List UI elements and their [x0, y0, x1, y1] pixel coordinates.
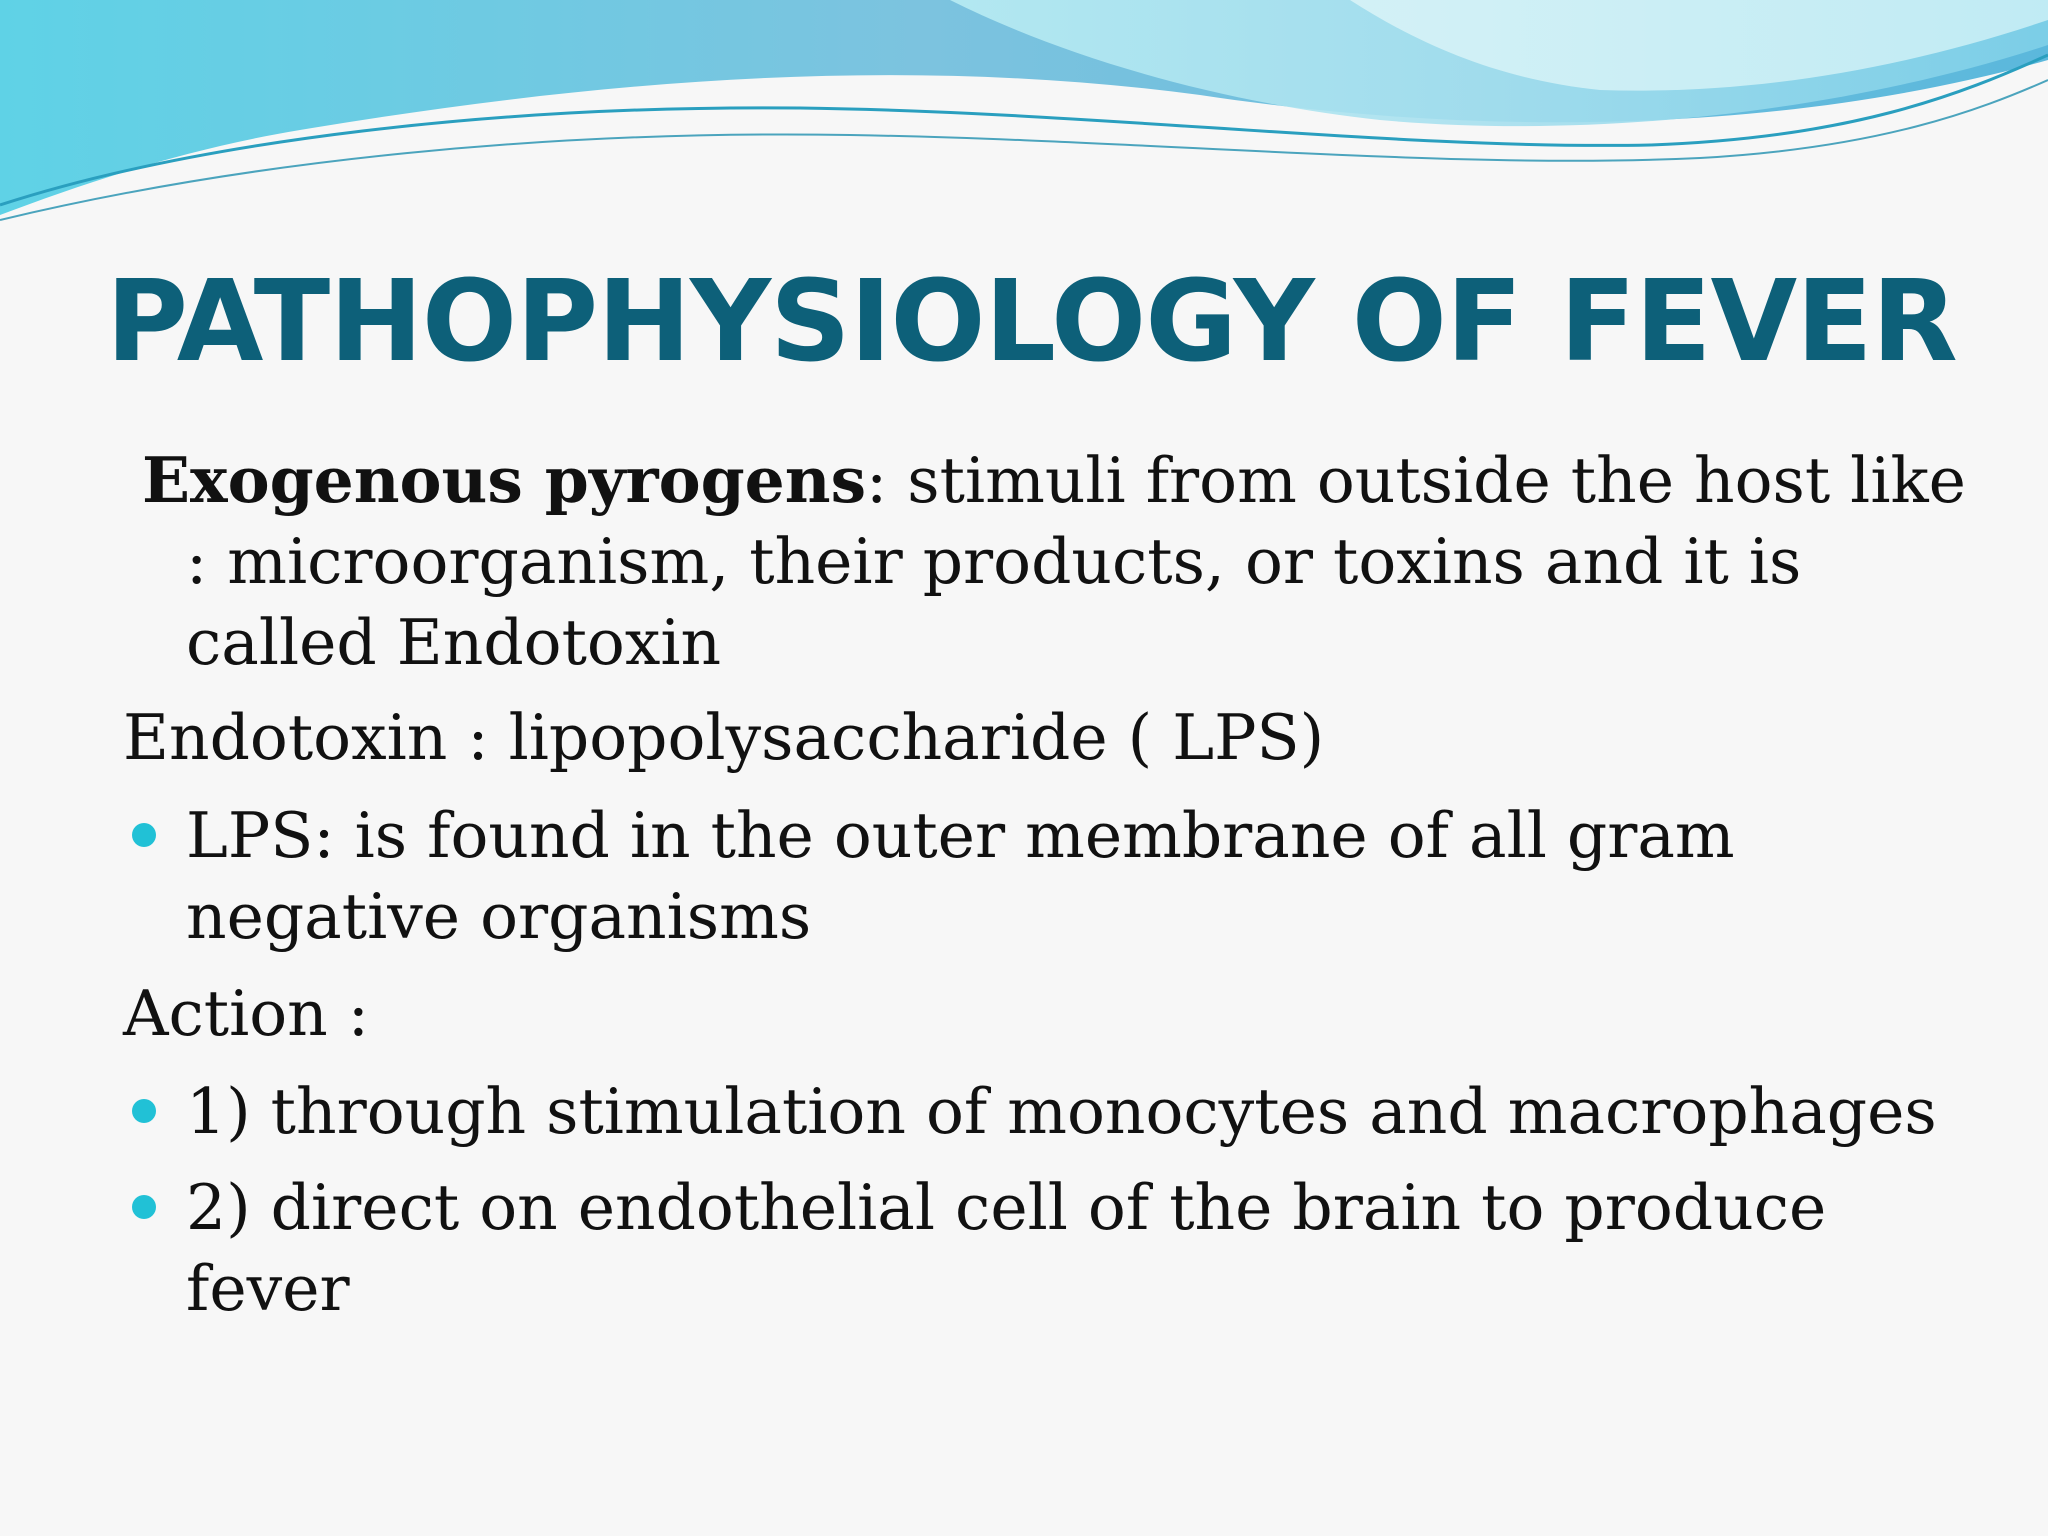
bullet-dot-icon: [132, 1195, 156, 1219]
exogenous-pyrogens-paragraph: [142, 440, 2006, 683]
action-heading: Action :: [123, 977, 370, 1050]
action-bullet-1: 1) through stimulation of monocytes and macrophages: [186, 1075, 1937, 1148]
exogenous-pyrogens-definition: : stimuli from outside the host like : microorganism, their products, or toxins and it is called Endotoxin: [186, 444, 1966, 679]
header-wave-decoration: [0, 0, 2048, 240]
action-bullet-2: 2) direct on endothelial cell of the brain to produce fever: [186, 1171, 1827, 1325]
lps-bullet-text: LPS: is found in the outer membrane of all gram negative organisms: [186, 799, 1735, 953]
bullet-dot-icon: [132, 823, 156, 847]
exogenous-pyrogens-term: Exogenous pyrogens: [142, 443, 867, 517]
endotoxin-line: Endotoxin : lipopolysaccharide ( LPS): [123, 701, 1325, 774]
bullet-dot-icon: [132, 1099, 156, 1123]
slide-title: PATHOPHYSIOLOGY OF FEVER: [106, 257, 1957, 387]
